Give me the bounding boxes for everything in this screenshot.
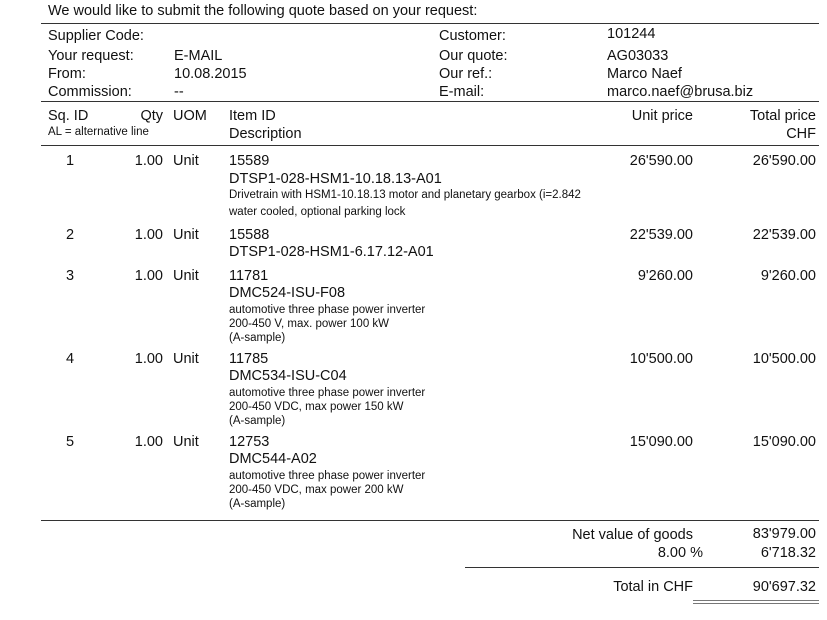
row-description-line: automotive three phase power inverter [229, 470, 426, 482]
row-item-id: 11785 [229, 351, 269, 367]
col-sq-id: Sq. ID [48, 108, 89, 124]
vat-rate: 8.00 % [657, 545, 703, 561]
email-label: E-mail: [439, 84, 485, 100]
row-uom: Unit [173, 434, 199, 450]
divider [465, 567, 819, 568]
total-label: Total in CHF [613, 579, 693, 595]
row-total: 15'090.00 [752, 434, 816, 450]
col-unit-price: Unit price [631, 108, 693, 124]
customer-value: 101244 [607, 26, 656, 42]
row-uom: Unit [173, 351, 199, 367]
from-label: From: [48, 66, 86, 82]
row-item-id: 15588 [229, 227, 270, 243]
row-description-line: 200-450 V, max. power 100 kW [229, 318, 390, 330]
row-sq-id: 1 [66, 153, 75, 169]
row-qty: 1.00 [134, 351, 163, 367]
row-unit-price: 10'500.00 [629, 351, 693, 367]
divider [41, 23, 819, 24]
our-ref-value: Marco Naef [607, 66, 682, 82]
net-value: 83'979.00 [752, 526, 816, 542]
row-item-code: DTSP1-028-HSM1-10.18.13-A01 [229, 171, 442, 187]
your-request-value: E-MAIL [174, 48, 223, 64]
row-total: 9'260.00 [760, 268, 816, 284]
double-underline [693, 600, 819, 601]
email-value[interactable]: marco.naef@brusa.biz [607, 84, 754, 100]
col-description: Description [229, 126, 302, 142]
row-item-code: DTSP1-028-HSM1-6.17.12-A01 [229, 244, 434, 260]
row-total: 10'500.00 [752, 351, 816, 367]
row-uom: Unit [173, 153, 199, 169]
intro-text: We would like to submit the following quote based on your request: [48, 3, 478, 19]
row-description-line: automotive three phase power inverter [229, 304, 426, 316]
total-value: 90'697.32 [752, 579, 816, 595]
row-description-line: (A-sample) [229, 332, 286, 344]
row-description-line: 200-450 VDC, max power 150 kW [229, 401, 404, 413]
customer-label: Customer: [439, 28, 506, 44]
our-ref-label: Our ref.: [439, 66, 493, 82]
row-qty: 1.00 [134, 153, 163, 169]
col-item-id: Item ID [229, 108, 276, 124]
col-al-note: AL = alternative line [48, 126, 149, 138]
divider [41, 101, 819, 102]
commission-label: Commission: [48, 84, 132, 100]
col-total-price: Total price [749, 108, 816, 124]
col-currency: CHF [786, 126, 816, 142]
row-item-code: DMC544-A02 [229, 451, 317, 467]
row-item-id: 11781 [229, 268, 269, 284]
row-item-id: 12753 [229, 434, 270, 450]
divider [41, 520, 819, 521]
our-quote-value: AG03033 [607, 48, 669, 64]
divider [41, 145, 819, 146]
row-uom: Unit [173, 268, 199, 284]
row-sq-id: 5 [66, 434, 75, 450]
double-underline [693, 603, 819, 604]
row-description-line: (A-sample) [229, 415, 286, 427]
row-description-line: Drivetrain with HSM1-10.18.13 motor and planetary gearbox (i=2.842 [229, 189, 581, 201]
from-value: 10.08.2015 [174, 66, 247, 82]
row-sq-id: 4 [66, 351, 75, 367]
row-description-line: automotive three phase power inverter [229, 387, 426, 399]
row-sq-id: 3 [66, 268, 75, 284]
row-description-line: 200-450 VDC, max power 200 kW [229, 484, 404, 496]
col-qty: Qty [140, 108, 163, 124]
row-uom: Unit [173, 227, 199, 243]
our-quote-label: Our quote: [439, 48, 508, 64]
row-total: 26'590.00 [752, 153, 816, 169]
row-description-line: (A-sample) [229, 498, 286, 510]
row-unit-price: 9'260.00 [637, 268, 693, 284]
row-item-code: DMC524-ISU-F08 [229, 285, 346, 301]
row-total: 22'539.00 [752, 227, 816, 243]
vat-value: 6'718.32 [760, 545, 816, 561]
row-unit-price: 22'539.00 [629, 227, 693, 243]
your-request-label: Your request: [48, 48, 134, 64]
row-unit-price: 15'090.00 [629, 434, 693, 450]
supplier-code-label: Supplier Code: [48, 28, 144, 44]
row-sq-id: 2 [66, 227, 75, 243]
row-item-id: 15589 [229, 153, 270, 169]
col-uom: UOM [173, 108, 207, 124]
row-item-code: DMC534-ISU-C04 [229, 368, 347, 384]
row-qty: 1.00 [134, 227, 163, 243]
row-description-line: water cooled, optional parking lock [229, 206, 406, 218]
net-value-label: Net value of goods [572, 527, 693, 543]
row-qty: 1.00 [134, 268, 163, 284]
row-unit-price: 26'590.00 [629, 153, 693, 169]
commission-value: -- [174, 84, 184, 100]
row-qty: 1.00 [134, 434, 163, 450]
